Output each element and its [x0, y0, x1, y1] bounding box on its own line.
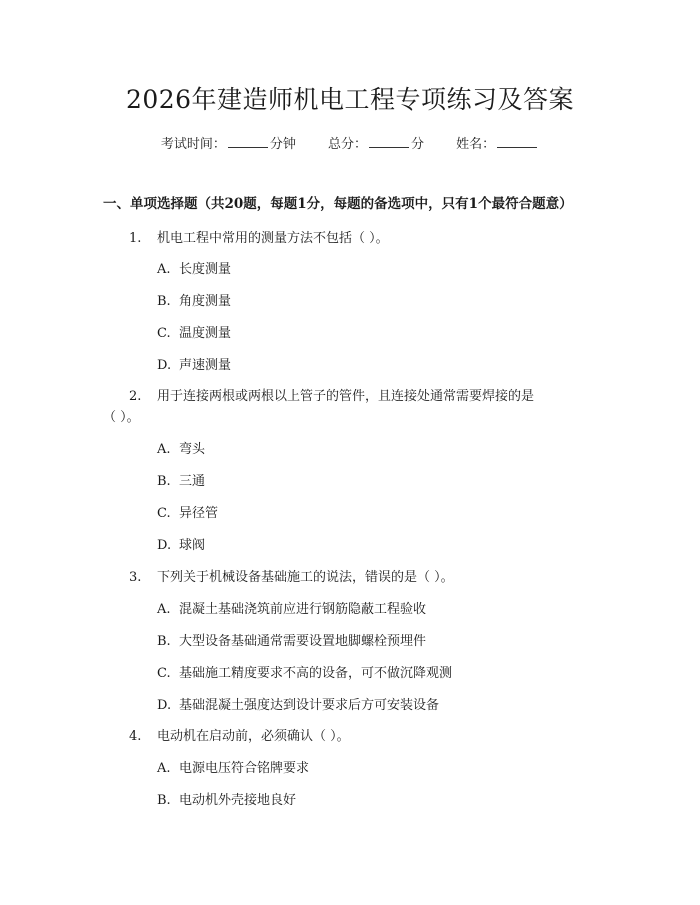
option-1c: [157, 322, 231, 341]
option-letter: B.: [157, 294, 171, 309]
name-label: 姓名：: [456, 137, 496, 152]
option-3c: [157, 662, 452, 681]
option-1b: [157, 290, 231, 309]
option-letter: C.: [157, 326, 171, 341]
total-score-unit: 分: [411, 137, 425, 152]
option-text: 大型设备基础通常需要设置地脚螺栓预埋件: [179, 634, 427, 649]
total-score-field: [328, 133, 424, 152]
option-text: 基础混凝土强度达到设计要求后方可安装设备: [179, 698, 440, 713]
option-3a: [157, 598, 426, 617]
option-letter: B.: [157, 634, 171, 649]
option-text: 长度测量: [179, 262, 232, 277]
option-text: 混凝土基础浇筑前应进行钢筋隐蔽工程验收: [179, 602, 427, 617]
option-4a: [157, 757, 309, 776]
option-3b: [157, 630, 426, 649]
question-number: 3.: [129, 570, 142, 585]
option-text: 基础施工精度要求不高的设备，可不做沉降观测: [179, 666, 453, 681]
question-text: 电动机在启动前，必须确认（ ）。: [157, 729, 350, 744]
option-text: 弯头: [179, 442, 206, 457]
option-text: 温度测量: [179, 326, 232, 341]
option-letter: D.: [157, 358, 172, 373]
question-1: [129, 227, 389, 246]
exam-time-unit: 分钟: [269, 137, 296, 152]
option-2b: [157, 470, 205, 489]
option-letter: D.: [157, 698, 172, 713]
option-1d: [157, 354, 231, 373]
exam-info-line: [0, 133, 700, 152]
option-letter: A.: [157, 761, 171, 776]
option-2a: [157, 438, 205, 457]
option-letter: A.: [157, 262, 171, 277]
option-3d: [157, 694, 439, 713]
option-letter: B.: [157, 793, 171, 808]
question-2-continuation: （ ）。: [103, 410, 140, 425]
exam-time-field: [161, 133, 296, 152]
option-text: 角度测量: [179, 294, 232, 309]
document-title: 2026年建造师机电工程专项练习及答案: [125, 85, 575, 114]
question-number: 4.: [129, 729, 142, 744]
question-number: 1.: [129, 231, 142, 246]
option-letter: C.: [157, 506, 171, 521]
question-text: 下列关于机械设备基础施工的说法，错误的是（ ）。: [157, 570, 454, 585]
section-heading: 一、单项选择题（共20题，每题1分，每题的备选项中，只有1个最符合题意）: [103, 196, 573, 212]
option-letter: D.: [157, 538, 172, 553]
total-score-label: 总分：: [327, 137, 367, 152]
option-letter: B.: [157, 474, 171, 489]
option-letter: A.: [157, 442, 171, 457]
option-4b: [157, 789, 296, 808]
question-text: 机电工程中常用的测量方法不包括（ ）。: [157, 231, 389, 246]
option-letter: C.: [157, 666, 171, 681]
option-text: 异径管: [179, 506, 219, 521]
name-field: [456, 133, 539, 152]
option-1a: [157, 258, 231, 277]
exam-time-label: 考试时间：: [160, 137, 226, 152]
option-text: 电源电压符合铭牌要求: [179, 761, 310, 776]
question-number: 2.: [129, 389, 142, 404]
option-2c: [157, 502, 218, 521]
option-letter: A.: [157, 602, 171, 617]
name-blank: [497, 135, 537, 148]
question-text: 用于连接两根或两根以上管子的管件，且连接处通常需要焊接的是: [157, 389, 535, 404]
option-2d: [157, 534, 205, 553]
question-3: [129, 566, 454, 585]
exam-time-blank: [228, 135, 268, 148]
option-text: 声速测量: [179, 358, 232, 373]
option-text: 三通: [179, 474, 206, 489]
option-text: 球阀: [179, 538, 206, 553]
question-2: [129, 385, 534, 404]
question-4: [129, 725, 350, 744]
total-score-blank: [369, 135, 409, 148]
option-text: 电动机外壳接地良好: [179, 793, 297, 808]
